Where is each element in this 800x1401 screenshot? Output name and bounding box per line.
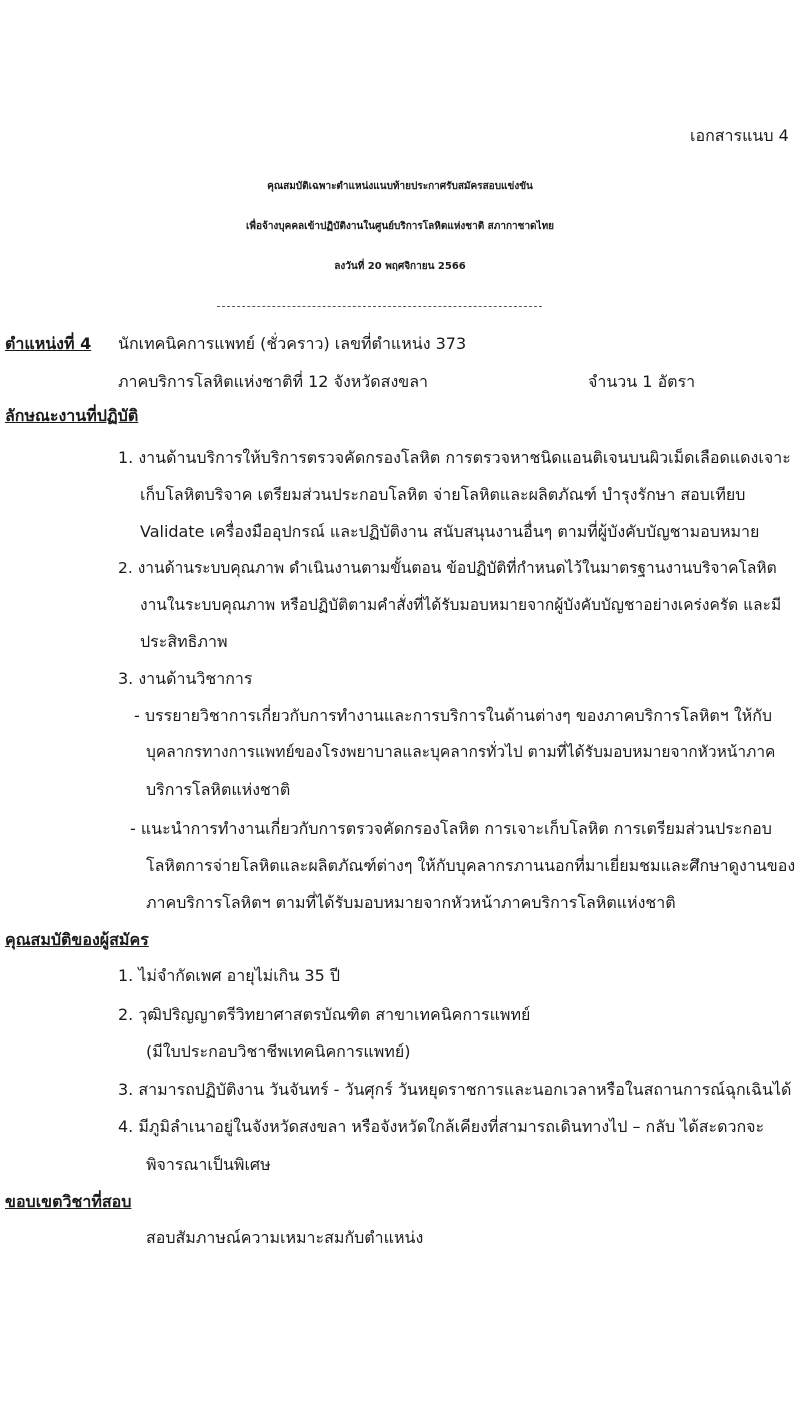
qualification-1: 1. ไม่จำกัดเพศ อายุไม่เกิน 35 ปี (118, 966, 340, 985)
duty-3-sub-1-line-3: บริการโลหิตแห่งชาติ (146, 780, 291, 799)
duty-1-line-1: 1. งานด้านบริการให้บริการตรวจคัดกรองโลหิต การตรวจหาชนิดแอนติเจนบนผิวเม็ดเลือดแดงเจาะ (118, 448, 791, 467)
duties-heading: ลักษณะงานที่ปฏิบัติ (5, 406, 139, 425)
qualification-2-line-2: (มีใบประกอบวิชาชีพเทคนิคการแพทย์) (146, 1042, 411, 1061)
exam-text: สอบสัมภาษณ์ความเหมาะสมกับตำแหน่ง (146, 1228, 424, 1247)
qualification-3: 3. สามารถปฏิบัติงาน วันจันทร์ - วันศุกร์ วันหยุดราชการและนอกเวลาหรือในสถานการณ์ฉุกเฉินได้ (118, 1080, 792, 1099)
qualifications-heading: คุณสมบัติของผู้สมัคร (5, 930, 149, 949)
qualification-4-line-2: พิจารณาเป็นพิเศษ (146, 1155, 271, 1174)
title-line-2: เพื่อจ้างบุคคลเข้าปฏิบัติงานในศูนย์บริการโลหิตแห่งชาติ สภากาชาดไทย (245, 221, 555, 232)
duty-2-line-1: 2. งานด้านระบบคุณภาพ ดำเนินงานตามขั้นตอน ข้อปฏิบัติที่กำหนดไว้ในมาตรฐานงานบริจาคโลหิต (118, 559, 777, 577)
position-name: นักเทคนิคการแพทย์ (ชั่วคราว) เลขที่ตำแหน่ง 373 (118, 334, 467, 353)
duty-3-sub-2-line-2: โลหิตการจ่ายโลหิตและผลิตภัณฑ์ต่างๆ ให้กับบุคลากรภานนอกที่มาเยี่ยมชมและศึกษาดูงานของ (146, 856, 796, 875)
duty-2-line-2: งานในระบบคุณภาพ หรือปฏิบัติตามคำสั่งที่ได้รับมอบหมายจากผู้บังคับบัญชาอย่างเคร่งครัด และมี (140, 596, 782, 614)
duty-3: 3. งานด้านวิชาการ (118, 669, 253, 688)
duty-3-sub-2-line-3: ภาคบริการโลหิตฯ ตามที่ได้รับมอบหมายจากหัวหน้าภาคบริการโลหิตแห่งชาติ (146, 893, 676, 912)
exam-heading: ขอบเขตวิชาที่สอบ (5, 1192, 132, 1211)
duty-2-line-3: ประสิทธิภาพ (140, 632, 228, 651)
title-line-1: คุณสมบัติเฉพาะตำแหน่งแนบท้ายประกาศรับสมัครสอบแข่งขัน (267, 181, 533, 192)
position-unit: ภาคบริการโลหิตแห่งชาติที่ 12 จังหวัดสงขลา (118, 372, 428, 391)
qualification-4-line-1: 4. มีภูมิลำเนาอยู่ในจังหวัดสงขลา หรือจังหวัดใกล้เคียงที่สามารถเดินทางไป – กลับ ได้สะดวกจะ (118, 1117, 765, 1136)
title-line-3: ลงวันที่ 20 พฤศจิกายน 2566 (334, 261, 466, 272)
attachment-label: เอกสารแนบ 4 (690, 126, 789, 145)
duty-3-sub-1-line-1: - บรรยายวิชาการเกี่ยวกับการทำงานและการบริการในด้านต่างๆ ของภาคบริการโลหิตฯ ให้กับ (134, 706, 773, 725)
position-count: จำนวน 1 อัตรา (588, 372, 696, 391)
title-divider (217, 306, 542, 307)
qualification-2-line-1: 2. วุฒิปริญญาตรีวิทยาศาสตรบัณฑิต สาขาเทคนิคการแพทย์ (118, 1005, 531, 1024)
position-label: ตำแหน่งที่ 4 (5, 334, 92, 353)
duty-3-sub-1-line-2: บุคลากรทางการแพทย์ของโรงพยาบาลและบุคลากรทั่วไป ตามที่ได้รับมอบหมายจากหัวหน้าภาค (146, 743, 776, 761)
duty-1-line-2: เก็บโลหิตบริจาค เตรียมส่วนประกอบโลหิต จ่ายโลหิตและผลิตภัณฑ์ บำรุงรักษา สอบเทียบ (140, 485, 746, 504)
duty-1-line-3: Validate เครื่องมืออุปกรณ์ และปฏิบัติงาน สนับสนุนงานอื่นๆ ตามที่ผู้บังคับบัญชามอบหมาย (140, 522, 760, 541)
duty-3-sub-2-line-1: - แนะนำการทำงานเกี่ยวกับการตรวจคัดกรองโลหิต การเจาะเก็บโลหิต การเตรียมส่วนประกอบ (130, 819, 772, 838)
